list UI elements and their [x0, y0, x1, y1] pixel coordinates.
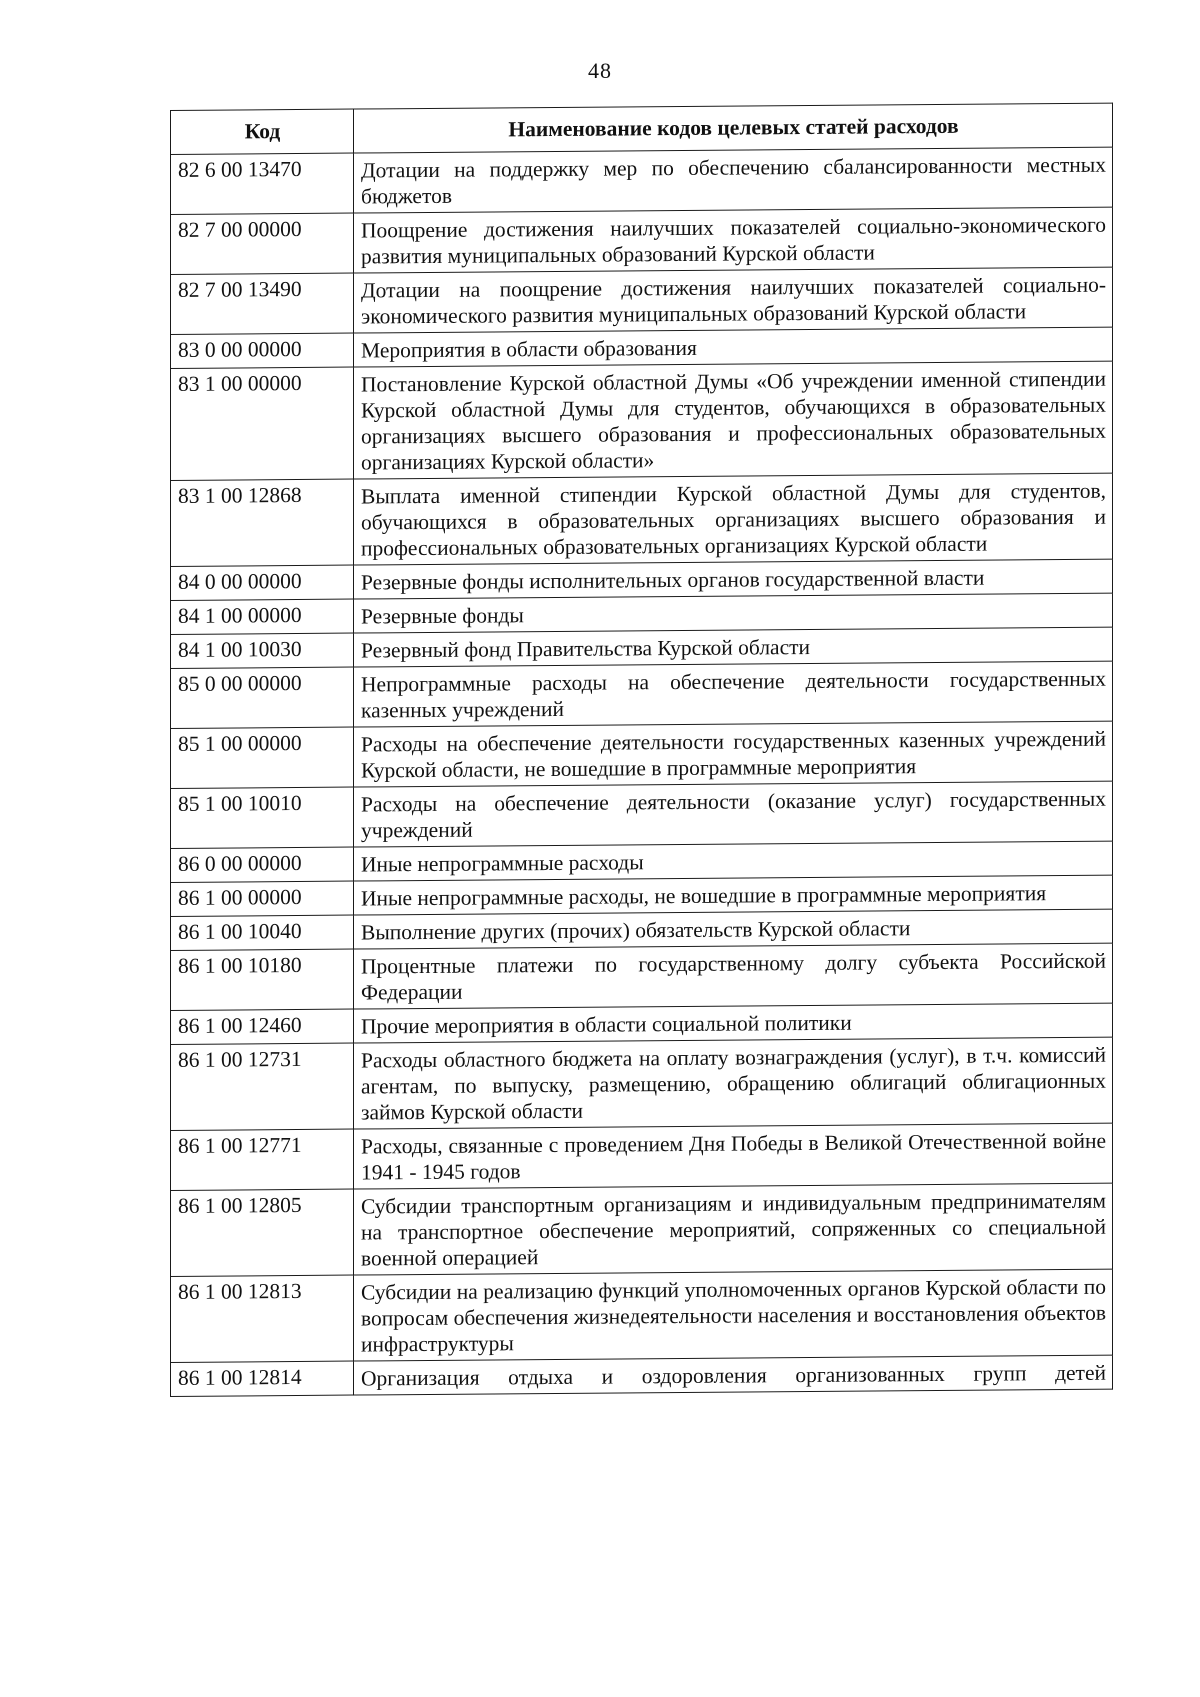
row-code: 84 1 00 00000 — [171, 599, 354, 634]
row-name: Иные непрограммные расходы, не вошедшие в программные мероприятия — [354, 875, 1113, 915]
row-name: Процентные платежи по государственному долгу субъекта Российской Федерации — [354, 943, 1113, 1009]
row-code: 82 7 00 00000 — [171, 213, 354, 274]
table-row — [171, 473, 1113, 566]
row-code: 82 7 00 13490 — [171, 273, 354, 334]
table-row — [171, 721, 1113, 788]
row-name: Расходы областного бюджета на оплату вознаграждения (услуг), в т.ч. комиссий агентам, по выпуску, размещению, обращению облигаций облигационных займов Курской области — [354, 1037, 1113, 1129]
row-name: Резервные фонды исполнительных органов государственной власти — [354, 559, 1113, 599]
row-code: 86 1 00 12805 — [171, 1189, 354, 1276]
row-name: Выполнение других (прочих) обязательств Курской области — [354, 909, 1113, 949]
row-code: 86 1 00 12813 — [171, 1275, 354, 1362]
row-name: Выплата именной стипендии Курской областной Думы для студентов, обучающихся в образовательных организациях высшего образования и профессиональных образовательных организациях Курской области — [354, 473, 1113, 565]
table-row — [171, 781, 1113, 848]
row-name: Дотации на поощрение достижения наилучших показателей социально-экономического развития муниципальных образований Курской области — [354, 267, 1113, 333]
column-header-name: Наименование кодов целевых статей расходов — [354, 103, 1113, 153]
row-code: 82 6 00 13470 — [171, 153, 354, 214]
table-row — [171, 267, 1113, 334]
target-expense-codes-table — [170, 103, 1113, 1397]
row-name: Иные непрограммные расходы — [354, 841, 1113, 881]
table-row — [171, 1037, 1113, 1130]
row-code: 84 0 00 00000 — [171, 565, 354, 600]
row-name: Расходы на обеспечение деятельности государственных казенных учреждений Курской области, не вошедшие в программные мероприятия — [354, 721, 1113, 787]
row-name: Прочие мероприятия в области социальной политики — [354, 1003, 1113, 1043]
row-name: Дотации на поддержку мер по обеспечению сбалансированности местных бюджетов — [354, 147, 1113, 213]
table-header-row — [171, 103, 1113, 154]
row-code: 83 1 00 00000 — [171, 367, 354, 480]
table-row — [171, 1183, 1113, 1276]
table-row — [171, 1123, 1113, 1190]
row-code: 86 1 00 10040 — [171, 915, 354, 950]
row-name: Постановление Курской областной Думы «Об учреждении именной стипендии Курской областной Думы для студентов, обучающихся в образовательных организациях высшего образования и профессиональных образовательных организациях Курской области» — [354, 361, 1113, 479]
row-code: 85 1 00 10010 — [171, 787, 354, 848]
table-row — [171, 361, 1113, 480]
row-name: Организация отдыха и оздоровления организованных групп детей — [354, 1355, 1113, 1395]
row-code: 86 0 00 00000 — [171, 847, 354, 882]
row-name: Поощрение достижения наилучших показателей социально-экономического развития муниципальных образований Курской области — [354, 207, 1113, 273]
row-code: 84 1 00 10030 — [171, 633, 354, 668]
table-row — [171, 207, 1113, 274]
row-code: 83 0 00 00000 — [171, 333, 354, 368]
row-name: Расходы, связанные с проведением Дня Победы в Великой Отечественной войне 1941 - 1945 годов — [354, 1123, 1113, 1189]
row-name: Резервный фонд Правительства Курской области — [354, 627, 1113, 667]
row-code: 85 1 00 00000 — [171, 727, 354, 788]
row-code: 86 1 00 12731 — [171, 1043, 354, 1130]
row-code: 86 1 00 00000 — [171, 881, 354, 916]
row-code: 86 1 00 10180 — [171, 949, 354, 1010]
column-header-code: Код — [171, 109, 354, 154]
table-row — [171, 943, 1113, 1010]
row-name: Субсидии на реализацию функций уполномоченных органов Курской области по вопросам обеспечения жизнедеятельности населения и восстановления объектов инфраструктуры — [354, 1269, 1113, 1361]
page-number: 48 — [588, 58, 612, 83]
table-row — [171, 147, 1113, 214]
row-code: 83 1 00 12868 — [171, 479, 354, 566]
row-code: 86 1 00 12771 — [171, 1129, 354, 1190]
row-name: Резервные фонды — [354, 593, 1113, 633]
table-row — [171, 1355, 1113, 1396]
table-row — [171, 661, 1113, 728]
row-code: 86 1 00 12460 — [171, 1009, 354, 1044]
row-code: 85 0 00 00000 — [171, 667, 354, 728]
row-code: 86 1 00 12814 — [171, 1361, 354, 1396]
row-name: Мероприятия в области образования — [354, 327, 1113, 367]
row-name: Непрограммные расходы на обеспечение деятельности государственных казенных учреждений — [354, 661, 1113, 727]
table-row — [171, 1269, 1113, 1362]
row-name: Расходы на обеспечение деятельности (оказание услуг) государственных учреждений — [354, 781, 1113, 847]
row-name: Субсидии транспортным организациям и индивидуальным предпринимателям на транспортное обеспечение мероприятий, сопряженных со специальной военной операцией — [354, 1183, 1113, 1275]
